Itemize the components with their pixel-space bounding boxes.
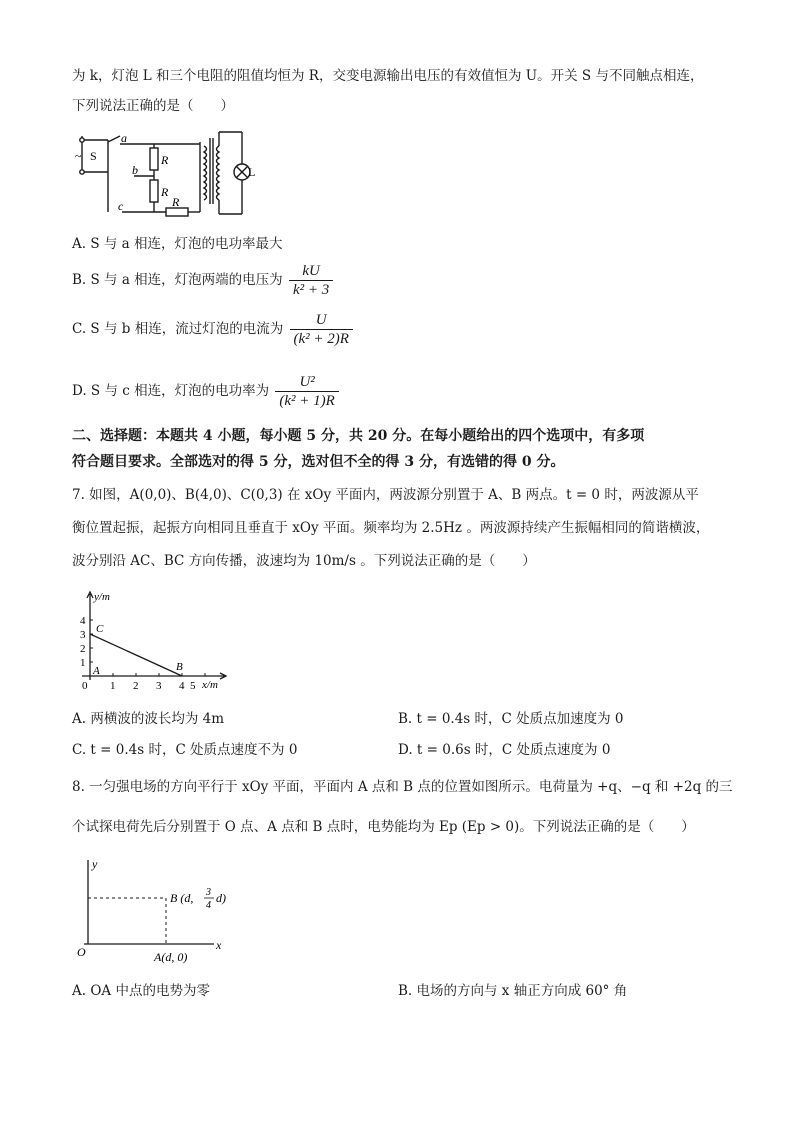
transformer-circuit-diagram [72,124,256,224]
x-tick-label: 5 [190,680,196,692]
point-label-C: C [96,623,104,635]
section2-heading-line2: 符合题目要求。全部选对的得 5 分，选对但不全的得 3 分，有选错的得 0 分。 [72,454,565,470]
q6-option-b-fraction [289,262,333,299]
q7-wave-source-graph [74,588,234,694]
axis-label-y: y/m [94,591,110,603]
y-tick-label: 4 [80,615,86,627]
circuit-label-c: c [118,199,124,213]
point-label-B-end: d) [216,891,226,905]
origin-label: O [77,945,86,959]
q6-option-c-text: C. S 与 b 相连，流过灯泡的电流为 [72,321,284,337]
ac-source-symbol: ~ [75,149,82,163]
line-segment-CB [90,634,182,676]
x-tick-label: 2 [133,680,139,692]
q8-option-b: B. 电场的方向与 x 轴正方向成 60° 角 [398,983,628,999]
q6-option-a: A. S 与 a 相连，灯泡的电功率最大 [72,236,283,252]
q6-option-d [72,371,339,411]
q6-option-b-text: B. S 与 a 相连，灯泡两端的电压为 [72,272,283,288]
point-label-B: B [176,661,183,673]
q6-stem-line1: 为 k，灯泡 L 和三个电阻的阻值均恒为 R，交变电源输出电压的有效值恒为 U。开关 S 与不同触点相连， [72,68,704,84]
q7-option-d: D. t = 0.6s 时，C 处质点速度为 0 [398,742,611,758]
y-tick-label: 1 [80,657,86,669]
fraction-denominator: 4 [206,900,211,911]
axis-label-y: y [92,857,98,871]
q6-option-b [72,260,333,300]
fraction-denominator: k² + 3 [292,282,330,298]
x-tick-label: 1 [110,680,116,692]
point-label-A: A [93,665,100,677]
fraction-numerator: U² [275,373,338,392]
section2-heading-line1: 二、选择题：本题共 4 小题，每小题 5 分，共 20 分。在每小题给出的四个选项中，有多项 [72,428,645,444]
circuit-label-R1: R [161,153,169,167]
q8-field-points-graph [74,856,244,968]
q7-stem-line1: 7. 如图，A(0,0)、B(4,0)、C(0,3) 在 xOy 平面内，两波源分别置于 A、B 两点。t = 0 时，两波源从平 [72,487,699,503]
circuit-label-R3: R [172,195,180,209]
q8-stem-line1: 8. 一匀强电场的方向平行于 xOy 平面，平面内 A 点和 B 点的位置如图所示。电荷量为 +q、−q 和 +2q 的三 [72,779,733,795]
circuit-label-b: b [132,163,138,177]
fraction-numerator: U [290,311,353,330]
x-tick-label: 3 [156,680,162,692]
q8-option-a: A. OA 中点的电势为零 [72,983,210,999]
axis-label-x: x/m [202,679,218,691]
fraction-denominator: (k² + 1)R [279,393,335,409]
circuit-label-L: L [248,165,256,179]
point-label-B: B (d, [170,891,194,905]
point-label-A: A(d, 0) [154,950,188,964]
fraction-numerator: kU [289,262,333,281]
q7-option-a: A. 两横波的波长均为 4m [72,711,225,727]
q7-option-c: C. t = 0.4s 时，C 处质点速度不为 0 [72,742,298,758]
y-tick-label: 2 [80,643,86,655]
axis-label-x: x [216,938,222,952]
x-tick-label: 4 [179,680,185,692]
y-tick-label: 3 [80,629,86,641]
fraction-denominator: (k² + 2)R [293,331,349,347]
q7-stem-line2: 衡位置起振，起振方向相同且垂直于 xOy 平面。频率均为 2.5Hz 。两波源持续产生振幅相同的简谐横波， [72,520,710,536]
q6-option-d-text: D. S 与 c 相连，灯泡的电功率为 [72,383,270,399]
q7-option-b: B. t = 0.4s 时，C 处质点加速度为 0 [398,711,624,727]
q6-option-c-fraction [290,311,353,348]
q6-option-d-fraction [275,373,338,410]
q6-option-c [72,309,353,349]
circuit-label-a: a [121,131,127,145]
circuit-label-R2: R [161,185,169,199]
q8-stem-line2: 个试探电荷先后分别置于 O 点、A 点和 B 点时，电势能均为 Ep (Ep > 0)。下列说法正确的是（ ） [72,819,695,835]
circuit-label-S: S [90,149,97,163]
fraction-numerator: 3 [206,887,211,898]
q7-stem-line3: 波分别沿 AC、BC 方向传播，波速均为 10m/s 。下列说法正确的是（ ） [72,553,536,569]
origin-label: 0 [82,680,88,692]
q6-stem-line2: 下列说法正确的是（ ） [72,98,234,114]
